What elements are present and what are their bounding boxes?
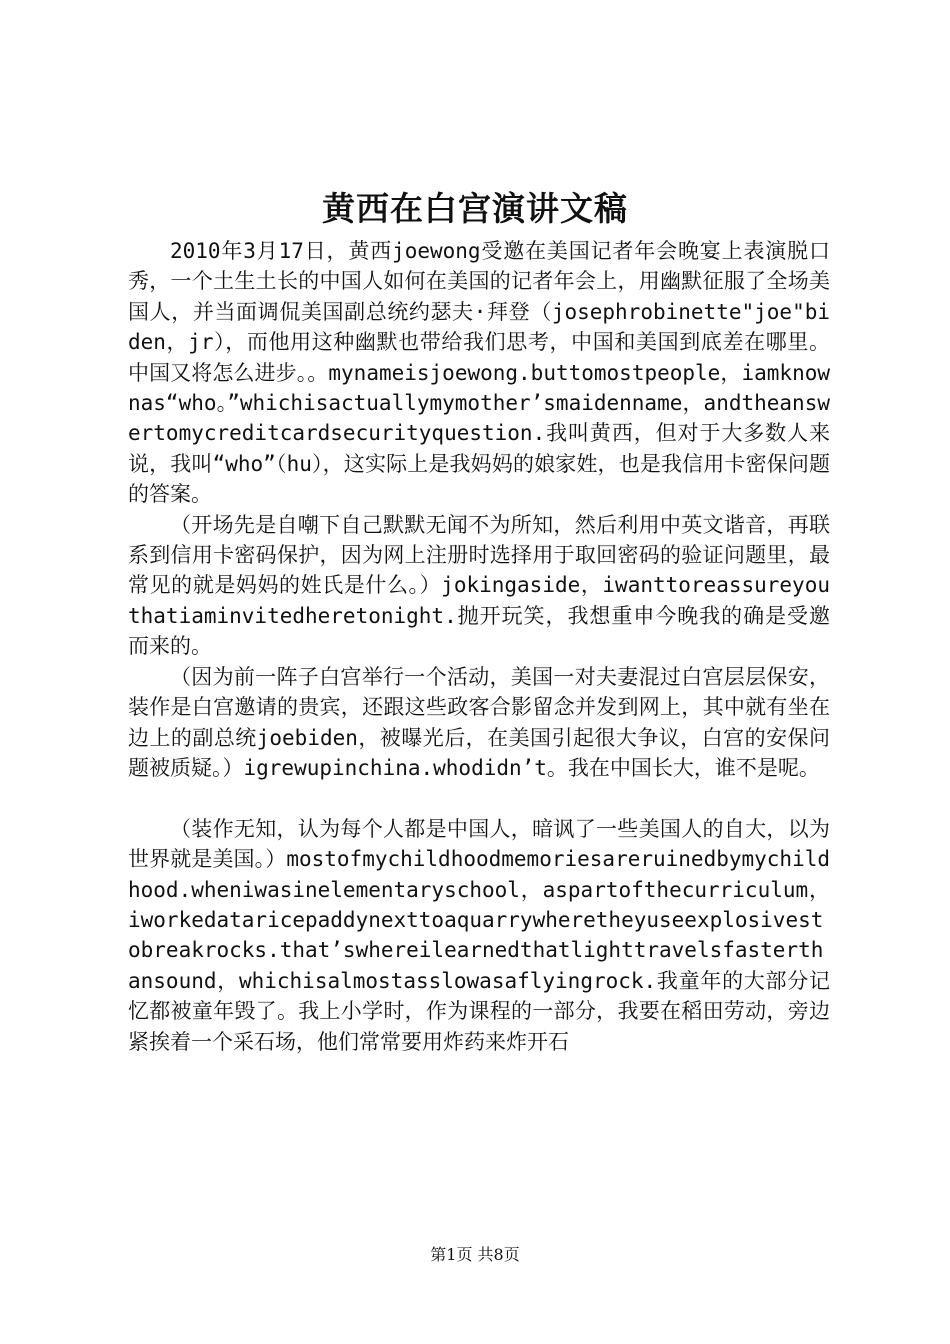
paragraph-3: （因为前一阵子白宫举行一个活动，美国一对夫妻混过白宫层层保安，装作是白宫邀请的贵宾，还跟这些政客合影留念并发到网上，其中就有坐在边上的副总统joebiden，被曝光后，在美国引起很大争议，白宫的安保问题被质疑。）igrewupinchina.whodidn’t。我在中国长大，谁不是呢。 [128, 664, 830, 780]
paragraph-4: （装作无知，认为每个人都是中国人，暗讽了一些美国人的自大，以为世界就是美国。）mostofmychildhoodmemoriesareruinedbymychildhood.wheniwasinelementaryschool，aspartofthecurriculum，iworkedataricepaddynexttoaquarrywheretheyuseexplosivestobreakrocks.that’swhereilearnedthatlighttravelsfasterthansound，whichisalmostasslowasaflyingrock.我童年的大部分记忆都被童年毁了。我上小学时，作为课程的一部分，我要在稻田劳动，旁边紧挨着一个采石场，他们常常要用炸药来炸开石 [128, 816, 830, 1054]
paragraph-gap [128, 783, 830, 813]
paragraph-1: 2010年3月17日，黄西joewong受邀在美国记者年会晚宴上表演脱口秀，一个土生土长的中国人如何在美国的记者年会上，用幽默征服了全场美国人，并当面调侃美国副总统约瑟夫·拜登（josephrobinette"joe"biden，jr），而他用这种幽默也带给我们思考，中国和美国到底差在哪里。中国又将怎么进步。。mynameisjoewong.buttomostpeople，iamknownas“who。”whichisactuallymymother’smaidenname，andtheanswertomycreditcardsecurityquestion.我叫黄西，但对于大多数人来说，我叫“who”（hu），这实际上是我妈妈的娘家姓，也是我信用卡密保问题的答案。 [128, 239, 830, 507]
paragraph-2: （开场先是自嘲下自己默默无闻不为所知，然后利用中英文谐音，再联系到信用卡密码保护，因为网上注册时选择用于取回密码的验证问题里，最常见的就是妈妈的姓氏是什么。）jokingaside，iwanttoreassureyouthatiaminvitedheretonight.抛开玩笑，我想重申今晚我的确是受邀而来的。 [128, 512, 830, 659]
page-footer: 第1页 共8页 [430, 1245, 520, 1264]
document-body [128, 236, 830, 1057]
document-title: 黄西在白宫演讲文稿 [322, 189, 628, 228]
